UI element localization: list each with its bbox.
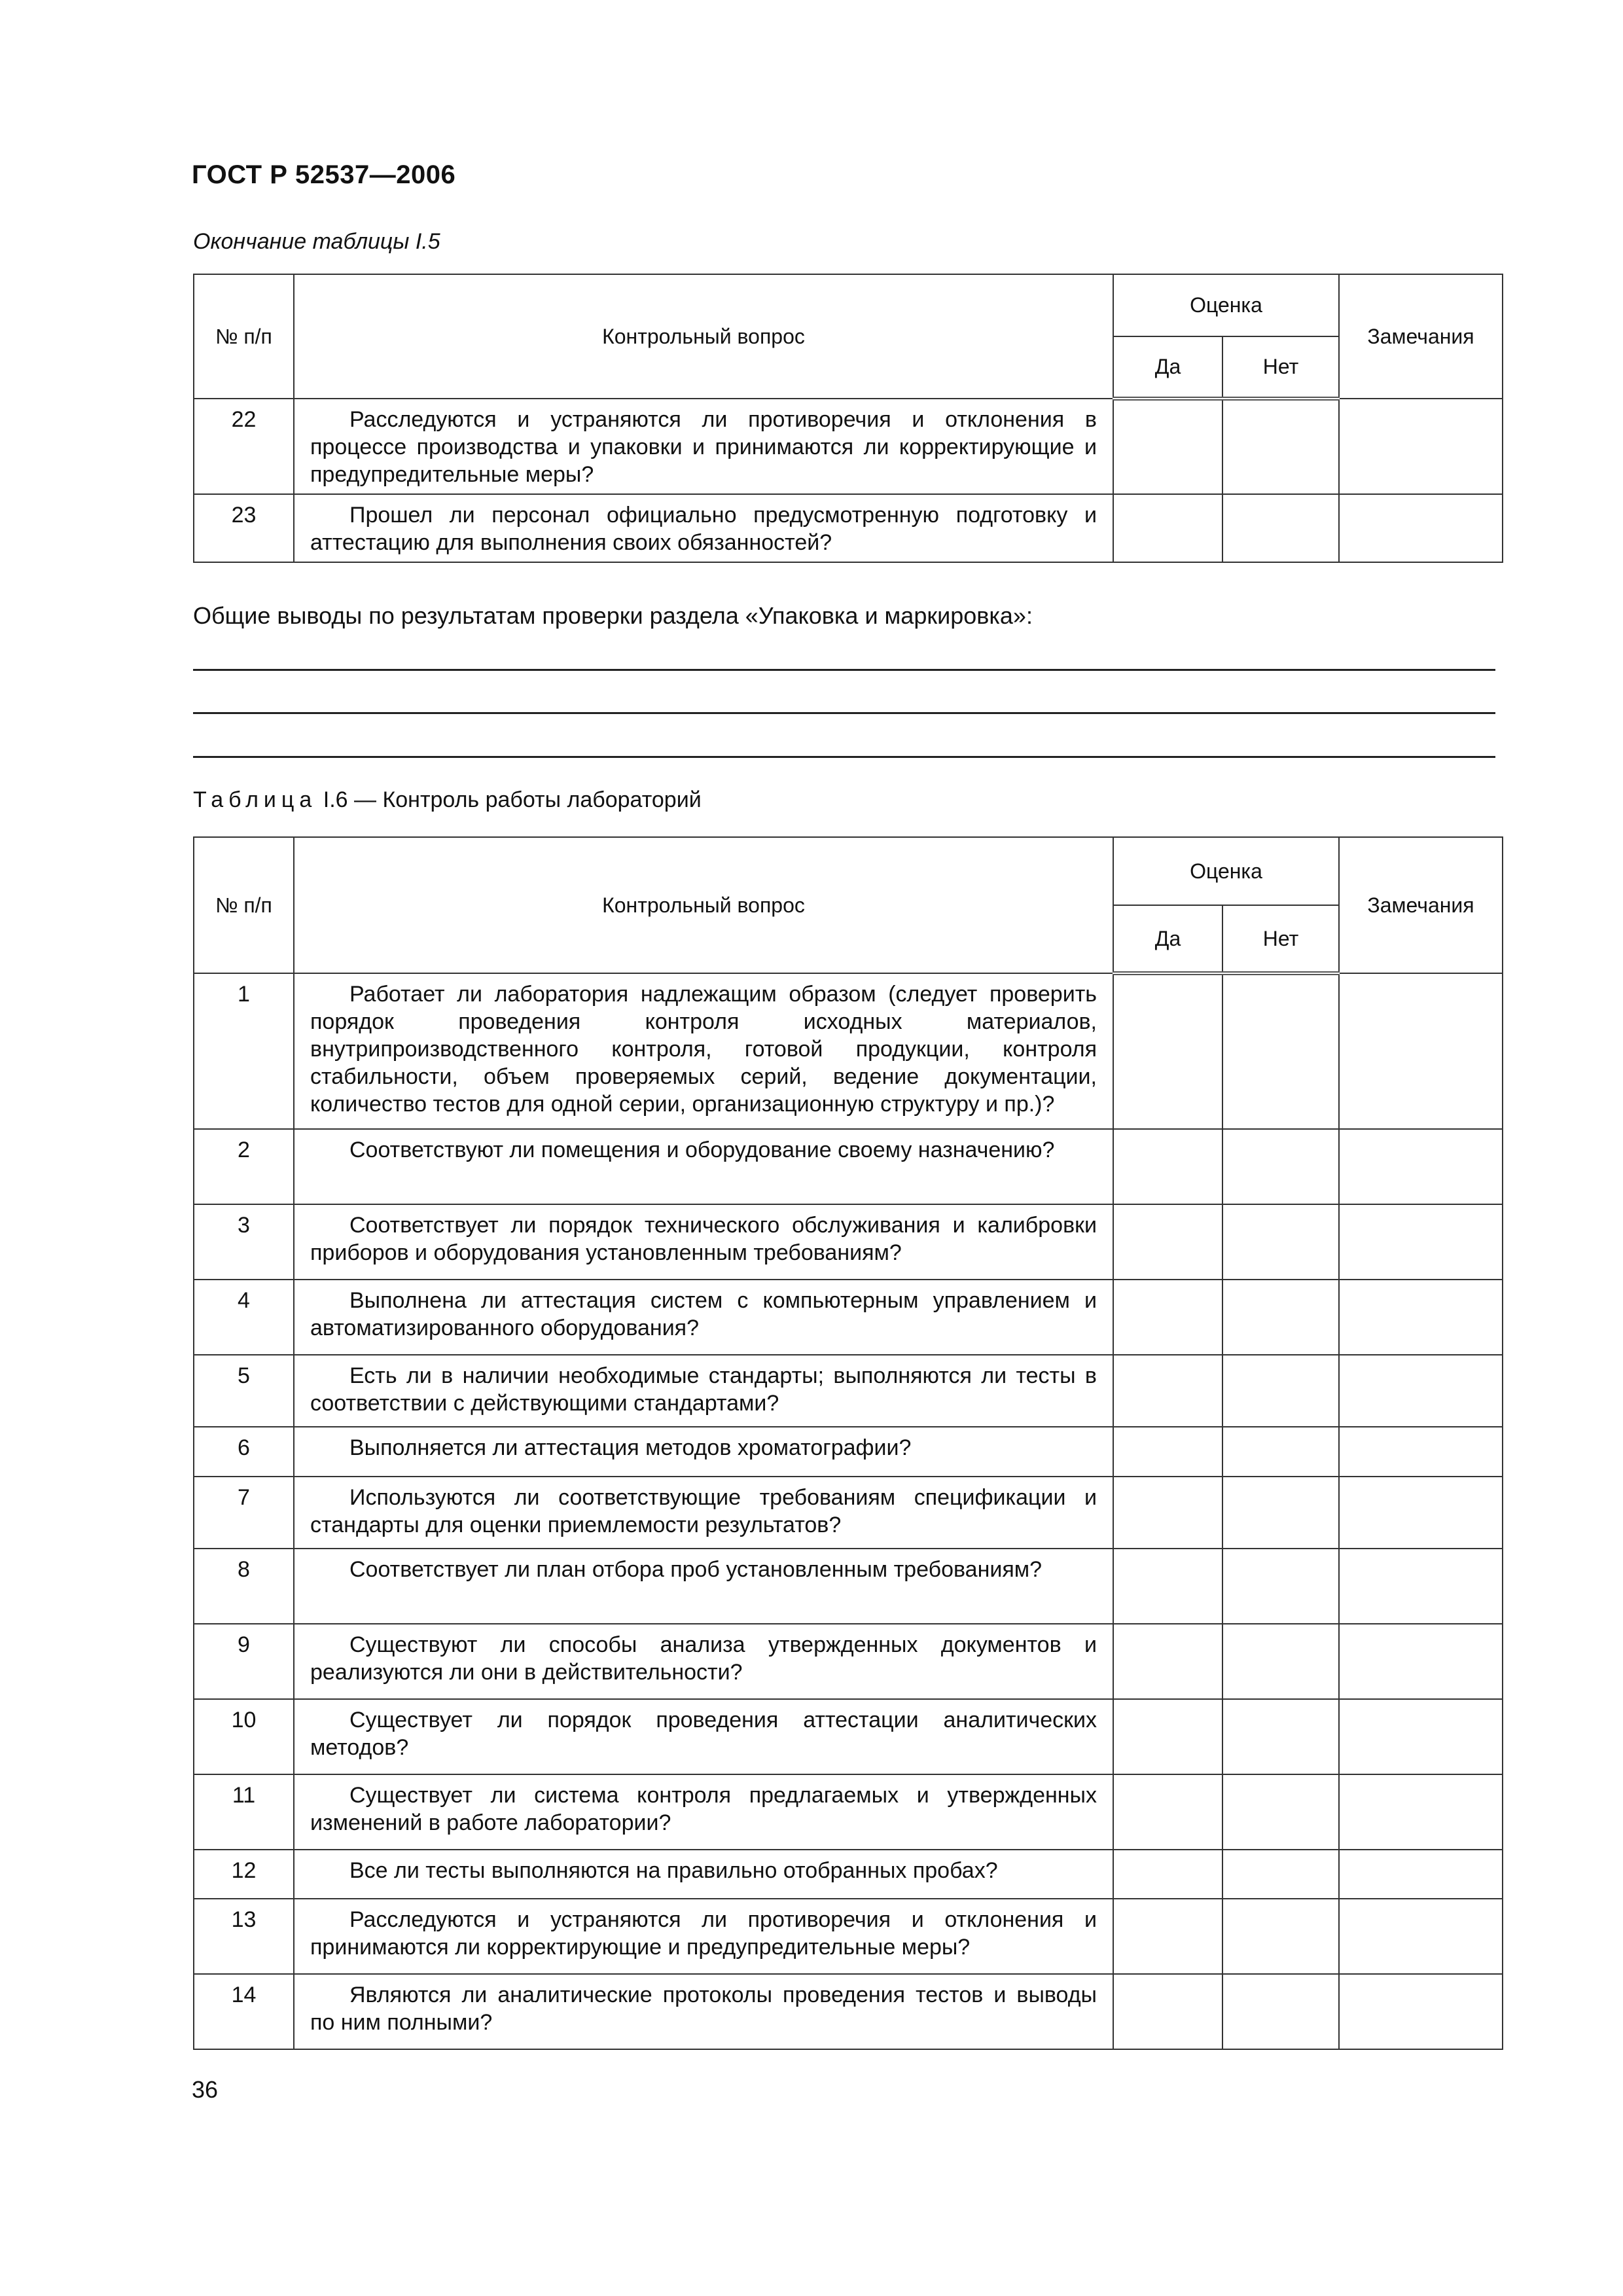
remarks-cell[interactable] [1339,1129,1503,1204]
no-cell[interactable] [1222,1477,1339,1549]
yes-cell[interactable] [1113,1477,1222,1549]
table-row [194,1477,1503,1549]
no-cell[interactable] [1222,1280,1339,1355]
remarks-cell[interactable] [1339,1477,1503,1549]
row-number: 8 [194,1549,294,1624]
row-question: Все ли тесты выполняются на правильно отобранных пробах? [294,1850,1113,1899]
row-question: Соответствует ли порядок технического обслуживания и калибровки приборов и оборудования установленным требованиям? [294,1204,1113,1280]
page-number: 36 [192,2076,219,2103]
row-number: 12 [194,1850,294,1899]
row-number: 2 [194,1129,294,1204]
no-cell[interactable] [1222,494,1339,562]
row-number: 4 [194,1280,294,1355]
row-number: 9 [194,1624,294,1699]
table-row [194,1355,1503,1427]
row-number: 7 [194,1477,294,1549]
yes-cell[interactable] [1113,494,1222,562]
remarks-cell[interactable] [1339,973,1503,1129]
yes-cell[interactable] [1113,1204,1222,1280]
table-1 [193,274,1503,563]
table-row [194,1774,1503,1850]
col-question-header: Контрольный вопрос [294,274,1113,399]
yes-cell[interactable] [1113,1899,1222,1974]
table2-caption-prefix: Таблица [193,787,317,812]
row-question: Расследуются и устраняются ли противоречия и отклонения в процессе производства и упаковки и принимаются ли корректирующие и предупредительные меры? [294,399,1113,494]
yes-cell[interactable] [1113,1624,1222,1699]
table-row [194,1549,1503,1624]
yes-cell[interactable] [1113,1850,1222,1899]
table-row [194,1699,1503,1774]
no-cell[interactable] [1222,1129,1339,1204]
table-row [194,1129,1503,1204]
yes-cell[interactable] [1113,1427,1222,1477]
col-question-header: Контрольный вопрос [294,837,1113,973]
table-row [194,1850,1503,1899]
table-row [194,973,1503,1129]
col-remarks-header: Замечания [1339,837,1503,973]
row-question: Используются ли соответствующие требованиям спецификации и стандарты для оценки приемлемости результатов? [294,1477,1113,1549]
section-conclusion-label: Общие выводы по результатам проверки раздела «Упаковка и маркировка»: [193,602,1033,629]
remarks-cell[interactable] [1339,1549,1503,1624]
row-number: 22 [194,399,294,494]
row-number: 13 [194,1899,294,1974]
yes-cell[interactable] [1113,1699,1222,1774]
col-yes-header: Да [1113,905,1222,973]
no-cell[interactable] [1222,1355,1339,1427]
remarks-cell[interactable] [1339,1974,1503,2049]
row-question: Выполняется ли аттестация методов хроматографии? [294,1427,1113,1477]
no-cell[interactable] [1222,973,1339,1129]
no-cell[interactable] [1222,1624,1339,1699]
row-question: Существуют ли способы анализа утвержденных документов и реализуются ли они в действительности? [294,1624,1113,1699]
row-question: Работает ли лаборатория надлежащим образом (следует проверить порядок проведения контроля исходных материалов, внутрипроизводственного контроля, готовой продукции, контроля стабильности, объем проверяемых серий, ведение документации, количество тестов для одной серии, организационную структуру и пр.)? [294,973,1113,1129]
row-number: 1 [194,973,294,1129]
row-question: Есть ли в наличии необходимые стандарты; выполняются ли тесты в соответствии с действующими стандартами? [294,1355,1113,1427]
row-number: 6 [194,1427,294,1477]
remarks-cell[interactable] [1339,1355,1503,1427]
yes-cell[interactable] [1113,1129,1222,1204]
col-assessment-header: Оценка [1113,274,1339,336]
blank-line[interactable] [193,669,1495,671]
col-remarks-header: Замечания [1339,274,1503,399]
table-row [194,1899,1503,1974]
remarks-cell[interactable] [1339,1899,1503,1974]
table2-caption-title: I.6 — Контроль работы лабораторий [317,787,702,812]
row-number: 23 [194,494,294,562]
col-yes-header: Да [1113,336,1222,399]
table-row [194,399,1503,494]
no-cell[interactable] [1222,1850,1339,1899]
remarks-cell[interactable] [1339,494,1503,562]
col-assessment-header: Оценка [1113,837,1339,905]
table-row [194,1280,1503,1355]
no-cell[interactable] [1222,399,1339,494]
remarks-cell[interactable] [1339,1204,1503,1280]
row-number: 5 [194,1355,294,1427]
no-cell[interactable] [1222,1774,1339,1850]
col-num-header: № п/п [194,837,294,973]
no-cell[interactable] [1222,1699,1339,1774]
row-question: Прошел ли персонал официально предусмотренную подготовку и аттестацию для выполнения своих обязанностей? [294,494,1113,562]
row-number: 11 [194,1774,294,1850]
remarks-cell[interactable] [1339,1850,1503,1899]
table-row [194,1427,1503,1477]
yes-cell[interactable] [1113,1280,1222,1355]
table-row [194,494,1503,562]
table-row [194,1974,1503,2049]
col-num-header: № п/п [194,274,294,399]
no-cell[interactable] [1222,1427,1339,1477]
row-question: Являются ли аналитические протоколы проведения тестов и выводы по ним полными? [294,1974,1113,2049]
no-cell[interactable] [1222,1549,1339,1624]
table-row [194,1204,1503,1280]
remarks-cell[interactable] [1339,1280,1503,1355]
row-question: Существует ли порядок проведения аттестации аналитических методов? [294,1699,1113,1774]
row-number: 14 [194,1974,294,2049]
yes-cell[interactable] [1113,1774,1222,1850]
row-question: Существует ли система контроля предлагаемых и утвержденных изменений в работе лаборатории? [294,1774,1113,1850]
no-cell[interactable] [1222,1899,1339,1974]
blank-line[interactable] [193,712,1495,714]
row-question: Соответствует ли план отбора проб установленным требованиям? [294,1549,1113,1624]
remarks-cell[interactable] [1339,1624,1503,1699]
row-question: Расследуются и устраняются ли противоречия и отклонения и принимаются ли корректирующие и предупредительные меры? [294,1899,1113,1974]
yes-cell[interactable] [1113,399,1222,494]
row-number: 3 [194,1204,294,1280]
row-question: Выполнена ли аттестация систем с компьютерным управлением и автоматизированного оборудования? [294,1280,1113,1355]
table-row [194,1624,1503,1699]
row-question: Соответствуют ли помещения и оборудование своему назначению? [294,1129,1113,1204]
no-cell[interactable] [1222,1204,1339,1280]
document-header: ГОСТ Р 52537—2006 [192,160,456,189]
yes-cell[interactable] [1113,1355,1222,1427]
remarks-cell[interactable] [1339,1427,1503,1477]
yes-cell[interactable] [1113,973,1222,1129]
no-cell[interactable] [1222,1974,1339,2049]
yes-cell[interactable] [1113,1549,1222,1624]
row-number: 10 [194,1699,294,1774]
remarks-cell[interactable] [1339,1774,1503,1850]
blank-line[interactable] [193,756,1495,758]
yes-cell[interactable] [1113,1974,1222,2049]
remarks-cell[interactable] [1339,399,1503,494]
table1-caption: Окончание таблицы I.5 [193,229,440,254]
remarks-cell[interactable] [1339,1699,1503,1774]
col-no-header: Нет [1222,336,1339,399]
table2-caption [193,787,702,813]
table-2 [193,836,1503,2050]
col-no-header: Нет [1222,905,1339,973]
